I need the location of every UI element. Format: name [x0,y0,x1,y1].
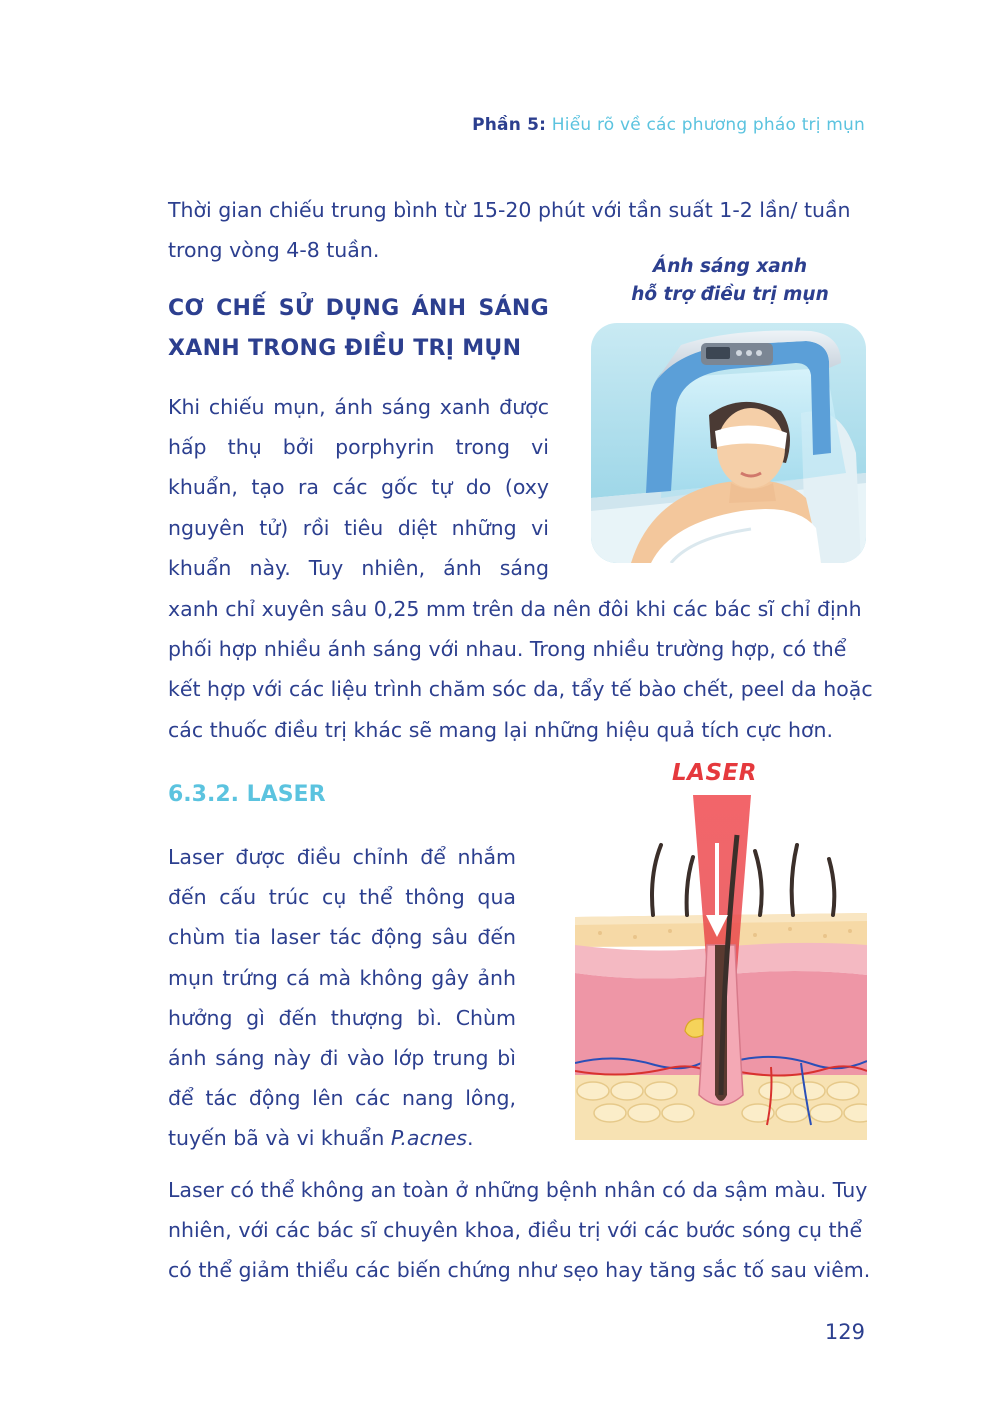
laser-line-8-suffix: . [467,1126,474,1151]
blue-light-caption-line-2: hỗ trợ điều trị mụn [631,284,829,305]
laser-full-line-1: Laser có thể không an toàn ở những bệnh nhân có da sậm màu. Tuy [168,1178,868,1202]
page-number: 129 [824,1320,865,1344]
laser-line-1: Laser được điều chỉnh để nhắm [168,845,516,869]
blue-light-therapy-image [591,323,866,563]
blue-light-line-2: hấp thụ bởi porphyrin trong vi [168,435,549,460]
blue-light-line-5: khuẩn này. Tuy nhiên, ánh sáng [168,555,549,580]
blue-light-illustration [591,323,866,563]
blue-light-full-line-1: xanh chỉ xuyên sâu 0,25 mm trên da nên đôi khi các bác sĩ chỉ định [168,597,862,621]
blue-light-paragraph-wrap [168,387,549,588]
intro-line-1: Thời gian chiếu trung bình từ 15-20 phút với tần suất 1-2 lần/ tuần [168,198,851,222]
laser-paragraph-wrap [168,837,516,1159]
laser-subheading: 6.3.2. LASER [168,782,326,807]
laser-full-line-2: nhiên, với các bác sĩ chuyên khoa, điều trị với các bước sóng cụ thể [168,1218,863,1243]
blue-light-heading-line-2: XANH TRONG ĐIỀU TRỊ MỤN [168,336,522,361]
blue-light-caption [600,253,860,309]
running-header [472,115,865,135]
blue-light-full-line-2: phối hợp nhiều ánh sáng với nhau. Trong nhiều trường hợp, có thể [168,637,847,662]
laser-full-line-3: có thể giảm thiểu các biến chứng như sẹo hay tăng sắc tố sau viêm. [168,1258,871,1283]
laser-paragraph-full [168,1170,871,1291]
laser-line-7: để tác động lên các nang lông, [168,1086,516,1111]
laser-illustration [575,795,867,1140]
blue-light-full-line-4: các thuốc điều trị khác sẽ mang lại những hiệu quả tích cực hơn. [168,717,834,742]
laser-skin-diagram [575,795,867,1140]
blue-light-line-4: nguyên tử) rồi tiêu diệt những vi [168,515,549,540]
header-part: Phần 5: [472,115,547,135]
laser-line-3: chùm tia laser tác động sâu đến [168,925,516,950]
laser-figure-label: LASER [672,760,757,786]
blue-light-full-line-3: kết hợp với các liệu trình chăm sóc da, tẩy tế bào chết, peel da hoặc [168,677,873,702]
blue-light-caption-line-1: Ánh sáng xanh [652,256,808,277]
blue-light-heading-line-1: CƠ CHẾ SỬ DỤNG ÁNH SÁNG [168,296,549,321]
laser-subheading-wrap [168,782,326,807]
laser-line-5: hưởng gì đến thượng bì. Chùm [168,1005,516,1030]
header-title: Hiểu rõ về các phương pháo trị mụn [551,115,865,135]
laser-line-6: ánh sáng này đi vào lớp trung bì [168,1046,516,1071]
laser-line-4: mụn trứng cá mà không gây ảnh [168,965,516,990]
blue-light-paragraph-full [168,589,873,750]
blue-light-line-3: khuẩn, tạo ra các gốc tự do (oxy [168,475,549,500]
laser-line-8 [168,1118,516,1158]
blue-light-heading [168,289,549,369]
laser-line-8-prefix: tuyến bã và vi khuẩn [168,1126,391,1151]
intro-line-2: trong vòng 4-8 tuần. [168,238,380,263]
laser-line-2: đến cấu trúc cụ thể thông qua [168,885,516,910]
bacteria-name: P.acnes [390,1126,468,1151]
blue-light-line-1: Khi chiếu mụn, ánh sáng xanh được [168,395,549,419]
